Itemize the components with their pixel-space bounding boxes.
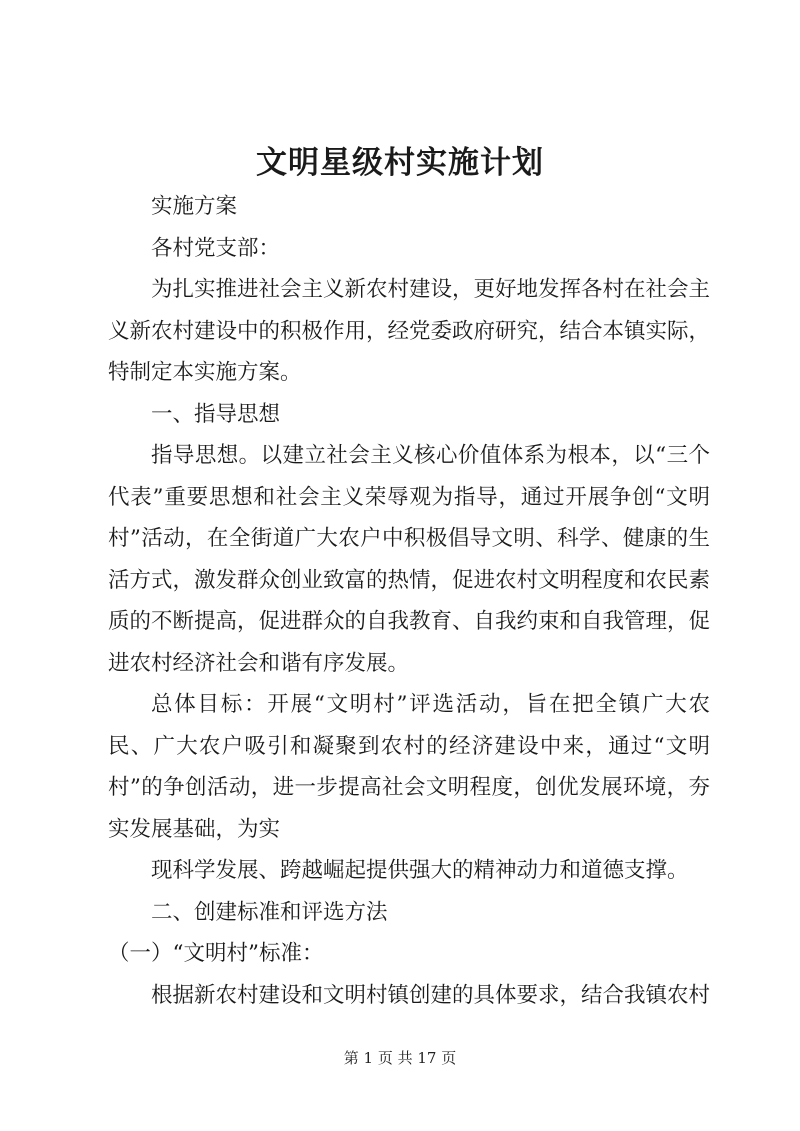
document-body — [108, 186, 710, 1016]
paragraph-intro: 为扎实推进社会主义新农村建设，更好地发挥各村在社会主义新农村建设中的积极作用，经党委政府研究，结合本镇实际，特制定本实施方案。 — [108, 277, 711, 385]
paragraph-goal-continuation: 现科学发展、跨越崛起提供强大的精神动力和道德支撑。 — [151, 858, 689, 883]
paragraph-overall-goal: 总体目标：开展“文明村”评选活动，旨在把全镇广大农民、广大农户吸引和凝聚到农村的经济建设中来，通过“文明村”的争创活动，进一步提高社会文明程度，创优发展环境，夯实发展基础，为实 — [108, 692, 710, 842]
paragraph-salutation: 各村党支部： — [151, 235, 281, 261]
paragraph-heading-plan: 实施方案 — [151, 194, 238, 219]
document-title: 文明星级村实施计划 — [256, 145, 544, 181]
paragraph-standard-intro: 根据新农村建设和文明村镇创建的具体要求，结合我镇农村 — [151, 982, 711, 1008]
page-number: 第 1 页 共 17 页 — [343, 1049, 457, 1067]
section-heading-guiding-ideology: 一、指导思想 — [151, 401, 281, 427]
section-heading-standards: 二、创建标准和评选方法 — [151, 899, 388, 925]
paragraph-guiding-ideology: 指导思想。以建立社会主义核心价值体系为根本，以“三个代表”重要思想和社会主义荣辱观为指导，通过开展争创“文明村”活动，在全街道广大农户中积极倡导文明、科学、健康的生活方式，激发群众创业致富的热情，促进农村文明程度和农民素质的不断提高，促进群众的自我教育、自我约束和自我管理，促进农村经济社会和谐有序发展。 — [108, 443, 711, 676]
subsection-heading-standard: （一）“文明村”标准： — [108, 941, 324, 966]
